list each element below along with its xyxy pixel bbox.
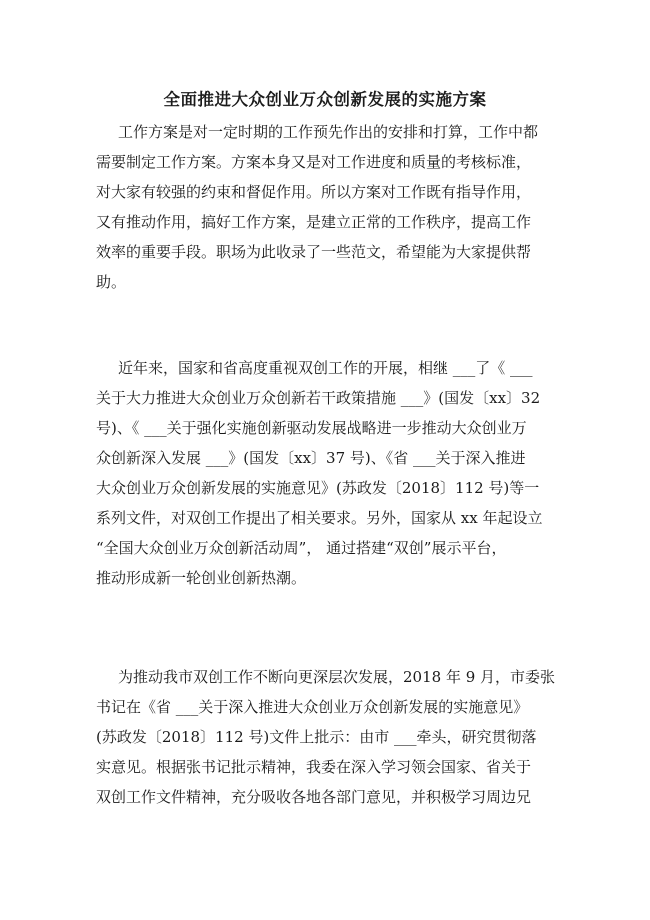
text-line: 双创工作文件精神，充分吸收各地各部门意见，并积极学习周边兄 <box>96 788 532 806</box>
text-line: 又有推动作用，搞好工作方案，是建立正常的工作秩序，提高工作 <box>96 213 532 231</box>
text-line: 号)、《 ___关于强化实施创新驱动发展战略进一步推动大众创业万 <box>96 419 527 437</box>
text-line: 近年来，国家和省高度重视双创工作的开展，相继 ___了《 ___ <box>118 359 533 377</box>
text-line: (苏政发〔2018〕112 号)文件上批示：由市 ___牵头，研究贯彻落 <box>96 728 537 746</box>
paragraph-background <box>96 353 560 593</box>
text-line: 效率的重要手段。职场为此收录了一些范文，希望能为大家提供帮 <box>96 243 532 261</box>
text-line: 书记在《省 ___关于深入推进大众创业万众创新发展的实施意见》 <box>96 698 529 716</box>
text-line: 关于大力推进大众创业万众创新若干政策措施 ___》(国发〔xx〕32 <box>96 389 541 407</box>
text-line: 需要制定工作方案。方案本身又是对工作进度和质量的考核标准， <box>96 153 532 171</box>
text-line: “全国大众创业万众创新活动周”， 通过搭建“双创”展示平台， <box>96 539 507 557</box>
text-line: 为推动我市双创工作不断向更深层次发展，2018 年 9 月，市委张 <box>118 668 556 686</box>
text-line: 实意见。根据张书记批示精神，我委在深入学习领会国家、省关于 <box>96 758 532 776</box>
paragraph-instruction <box>96 662 560 812</box>
text-line: 系列文件，对双创工作提出了相关要求。另外，国家从 xx 年起设立 <box>96 509 543 527</box>
document-title: 全面推进大众创业万众创新发展的实施方案 <box>163 90 487 109</box>
text-line: 对大家有较强的约束和督促作用。所以方案对工作既有指导作用， <box>96 183 532 201</box>
paragraph-intro <box>96 117 560 297</box>
text-line: 工作方案是对一定时期的工作预先作出的安排和打算，工作中都 <box>118 123 539 141</box>
text-line: 大众创业万众创新发展的实施意见》(苏政发〔2018〕112 号)等一 <box>96 479 540 497</box>
text-line: 助。 <box>96 273 127 291</box>
text-line: 众创新深入发展 ___》(国发〔xx〕37 号)、《省 ___关于深入推进 <box>96 449 526 467</box>
text-line: 推动形成新一轮创业创新热潮。 <box>96 569 307 587</box>
